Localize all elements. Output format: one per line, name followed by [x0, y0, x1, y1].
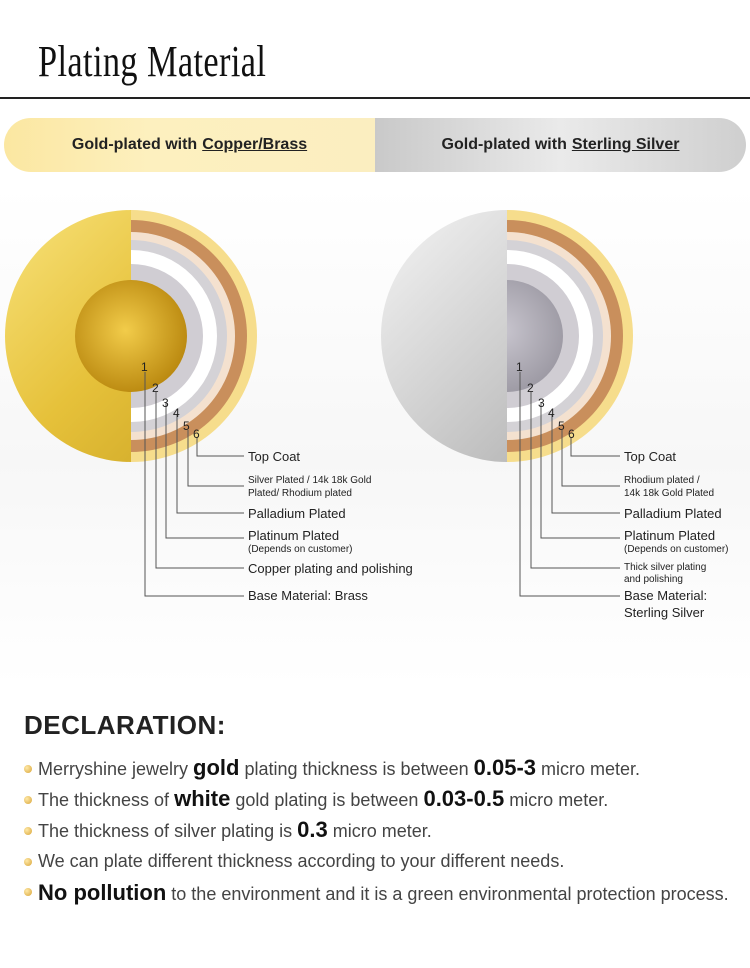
decl-text: Merryshine jewelry — [38, 759, 194, 779]
left-label-copper: Copper plating and polishing — [248, 561, 413, 576]
left-label-platinum: Platinum Plated — [248, 528, 340, 543]
layer-number-2: 2 — [152, 381, 159, 395]
decl-emphasis: white — [174, 786, 231, 811]
right-label-platinum: Platinum Plated — [624, 528, 716, 543]
layer-number-6-right: 6 — [568, 427, 575, 441]
right-label-thick-silver-2: and polishing — [624, 574, 683, 585]
decl-text: micro meter. — [536, 759, 641, 779]
declaration-item-silver — [24, 818, 734, 843]
layer-number-4: 4 — [173, 406, 180, 420]
banner-right-prefix: Gold-plated with — [441, 136, 567, 153]
bullet-icon — [24, 858, 32, 866]
layer-number-1-right: 1 — [516, 360, 523, 374]
layer-number-6: 6 — [193, 427, 200, 441]
decl-emphasis: 0.03-0.5 — [423, 786, 505, 811]
layer-number-5: 5 — [183, 419, 190, 433]
left-label-silver-plated-2: Plated/ Rhodium plated — [248, 488, 352, 499]
decl-text: micro meter. — [504, 790, 609, 810]
right-label-rhodium-2: 14k 18k Gold Plated — [624, 488, 715, 499]
right-label-base-1: Base Material: — [624, 588, 708, 603]
left-label-base: Base Material: Brass — [248, 588, 368, 603]
decl-emphasis: 0.3 — [297, 817, 328, 842]
decl-text: plating thickness is between — [239, 759, 474, 779]
left-label-silver-plated-1: Silver Plated / 14k 18k Gold — [248, 475, 372, 486]
bullet-icon — [24, 765, 32, 773]
layer-number-4-right: 4 — [548, 406, 555, 420]
declaration-item-thickness — [24, 849, 734, 873]
right-label-rhodium-1: Rhodium plated / — [624, 475, 700, 486]
decl-text: We can plate different thickness according to your different needs. — [38, 851, 565, 871]
bullet-icon — [24, 796, 32, 804]
bullet-icon — [24, 888, 32, 896]
left-label-depends: (Depends on customer) — [248, 544, 353, 555]
declaration-item-pollution — [24, 879, 734, 908]
banner-left-prefix: Gold-plated with — [71, 136, 198, 153]
bullet-icon — [24, 827, 32, 835]
right-label-palladium: Palladium Plated — [624, 506, 722, 521]
left-label-palladium: Palladium Plated — [248, 506, 346, 521]
right-label-base-2: Sterling Silver — [624, 605, 705, 620]
banner-left-emphasis: Copper/Brass — [202, 136, 308, 153]
banner-right-emphasis: Sterling Silver — [571, 136, 680, 153]
brass-cross-section — [5, 210, 257, 462]
right-label-thick-silver-1: Thick silver plating — [624, 562, 707, 573]
layer-number-3-right: 3 — [538, 396, 545, 410]
left-label-top-coat: Top Coat — [248, 449, 301, 464]
decl-text: The thickness of — [38, 790, 175, 810]
decl-text: The thickness of silver plating is — [38, 821, 298, 841]
decl-text: micro meter. — [327, 821, 432, 841]
decl-emphasis: No pollution — [38, 880, 167, 905]
declaration-item-gold — [24, 756, 734, 781]
page-title: Plating Material — [38, 37, 267, 86]
decl-text: to the environment and it is a green environmental protection process. — [166, 884, 729, 904]
right-label-depends: (Depends on customer) — [624, 544, 729, 555]
layer-number-1: 1 — [141, 360, 148, 374]
layer-number-5-right: 5 — [558, 419, 565, 433]
decl-emphasis: 0.05-3 — [473, 755, 537, 780]
declaration-item-white-gold — [24, 787, 734, 812]
layer-number-3: 3 — [162, 396, 169, 410]
decl-text: gold plating is between — [230, 790, 424, 810]
layer-number-2-right: 2 — [527, 381, 534, 395]
right-label-top-coat: Top Coat — [624, 449, 677, 464]
decl-emphasis: gold — [193, 755, 240, 780]
declaration-list — [24, 756, 734, 914]
declaration-heading: DECLARATION: — [24, 710, 226, 740]
silver-cross-section — [381, 210, 633, 462]
